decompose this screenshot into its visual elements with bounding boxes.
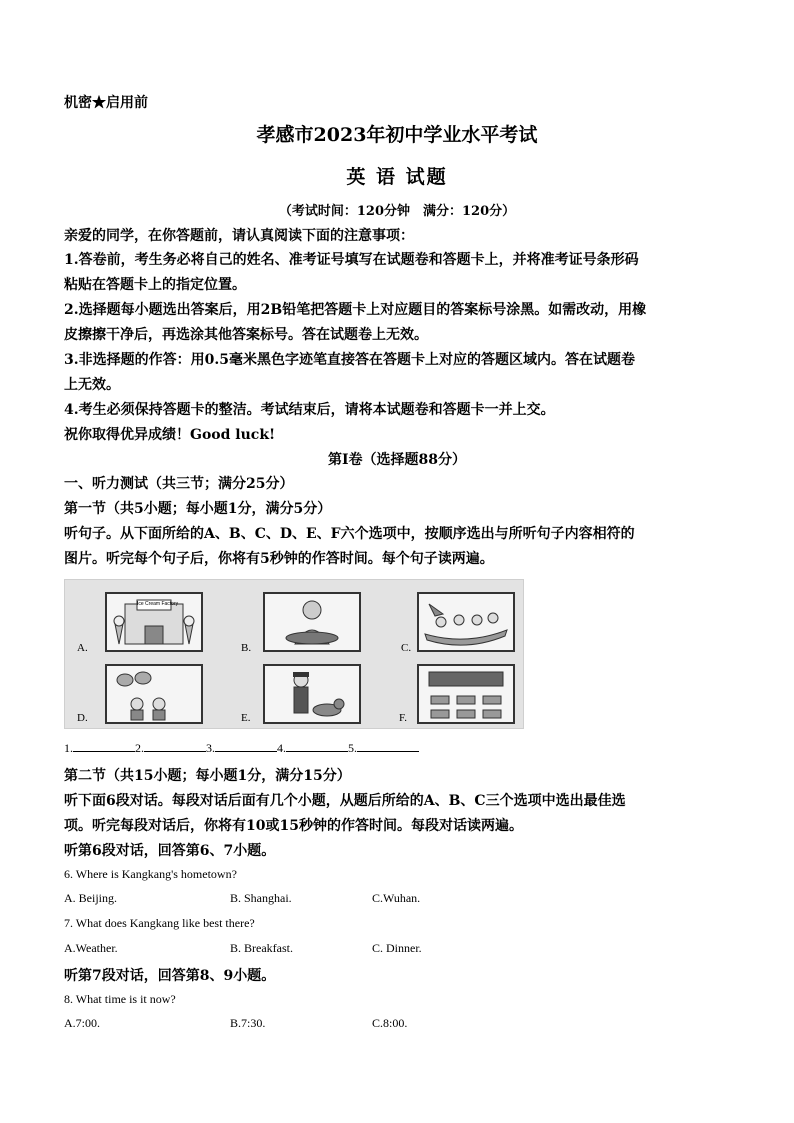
answer-blank-1[interactable] (73, 741, 135, 752)
notice-line: 1.答卷前，考生务必将自己的姓名、准考证号填写在试题卷和答题卡上，并将准考证号条形码 (64, 252, 639, 268)
subsection2-instruction: 听下面6段对话。每段对话后面有几个小题，从题后所给的A、B、C三个选项中选出最佳选 (64, 793, 626, 809)
listening-section-title: 一、听力测试（共三节；满分25分） (64, 476, 294, 492)
question-6-option-a: A. Beijing. (64, 891, 117, 905)
question-6-option-b: B. Shanghai. (230, 891, 292, 905)
answer-blanks-row (64, 741, 419, 756)
picture-a-ice-cream-factory (105, 592, 203, 652)
blank-number: 3. (206, 741, 215, 755)
answer-blank-3[interactable] (215, 741, 277, 752)
question-8-stem: 8. What time is it now? (64, 992, 176, 1006)
question-8-option-c: C.8:00. (372, 1016, 408, 1030)
picture-label: B. (241, 642, 252, 654)
notice-line: 3.非选择题的作答：用0.5毫米黑色字迹笔直接答在答题卡上对应的答题区域内。答在试题卷 (64, 352, 635, 368)
notice-line: 2.选择题每小题选出答案后，用2B铅笔把答题卡上对应题目的答案标号涂黑。如需改动，用橡 (64, 302, 647, 318)
subsection1-instruction: 听句子。从下面所给的A、B、C、D、E、F六个选项中，按顺序选出与所听句子内容相符的 (64, 526, 635, 542)
picture-d-lanterns-children (105, 664, 203, 724)
subsection2-title: 第二节（共15小题；每小题1分，满分15分） (64, 768, 351, 784)
subsection1-instruction: 图片。听完每个句子后，你将有5秒钟的作答时间。每个句子读两遍。 (64, 551, 494, 567)
picture-f-classroom (417, 664, 515, 724)
notice-line: 上无效。 (64, 377, 120, 393)
picture-e-police-dog (263, 664, 361, 724)
blank-number: 5. (348, 741, 357, 755)
question-6-option-c: C.Wuhan. (372, 891, 421, 905)
picture-b-woman-cooking (263, 592, 361, 652)
answer-blank-2[interactable] (144, 741, 206, 752)
picture-label: F. (399, 712, 407, 724)
notice-line: 粘贴在答题卡上的指定位置。 (64, 277, 246, 293)
confidential-label: 机密★启用前 (64, 95, 148, 111)
dialog6-instruction: 听第6段对话，回答第6、7小题。 (64, 843, 276, 859)
subsection2-instruction: 项。听完每段对话后，你将有10或15秒钟的作答时间。每段对话读两遍。 (64, 818, 523, 834)
blank-number: 1. (64, 741, 73, 755)
picture-label: C. (401, 642, 412, 654)
exam-title: 孝感市2023年初中学业水平考试 (256, 124, 538, 146)
subject-title: 英 语 试题 (346, 166, 448, 188)
answer-blank-5[interactable] (357, 741, 419, 752)
notice-line: 4.考生必须保持答题卡的整洁。考试结束后，请将本试题卷和答题卡一并上交。 (64, 402, 555, 418)
picture-label: A. (77, 642, 88, 654)
question-7-stem: 7. What does Kangkang like best there? (64, 916, 255, 930)
dialog7-instruction: 听第7段对话，回答第8、9小题。 (64, 968, 276, 984)
subsection1-title: 第一节（共5小题；每小题1分，满分5分） (64, 501, 332, 517)
blank-number: 2. (135, 741, 144, 755)
question-8-option-a: A.7:00. (64, 1016, 100, 1030)
question-7-option-c: C. Dinner. (372, 941, 422, 955)
question-8-option-b: B.7:30. (230, 1016, 266, 1030)
picture-c-dragon-boat (417, 592, 515, 652)
question-6-stem: 6. Where is Kangkang's hometown? (64, 867, 237, 881)
good-luck-wish: 祝你取得优异成绩！Good luck! (64, 427, 276, 443)
notice-line: 皮擦擦干净后，再选涂其他答案标号。答在试题卷上无效。 (64, 327, 428, 343)
factory-sign: Ice Cream Factory (137, 601, 179, 607)
picture-label: D. (77, 712, 88, 724)
exam-time-info: （考试时间：120分钟 满分：120分） (278, 204, 516, 219)
blank-number: 4. (277, 741, 286, 755)
picture-label: E. (241, 712, 251, 724)
answer-blank-4[interactable] (286, 741, 348, 752)
question-7-option-a: A.Weather. (64, 941, 118, 955)
notice-greeting: 亲爱的同学，在你答题前，请认真阅读下面的注意事项： (64, 228, 414, 244)
part1-title: 第Ⅰ卷（选择题88分） (327, 452, 467, 468)
question-7-option-b: B. Breakfast. (230, 941, 293, 955)
picture-options-figure (64, 579, 524, 729)
